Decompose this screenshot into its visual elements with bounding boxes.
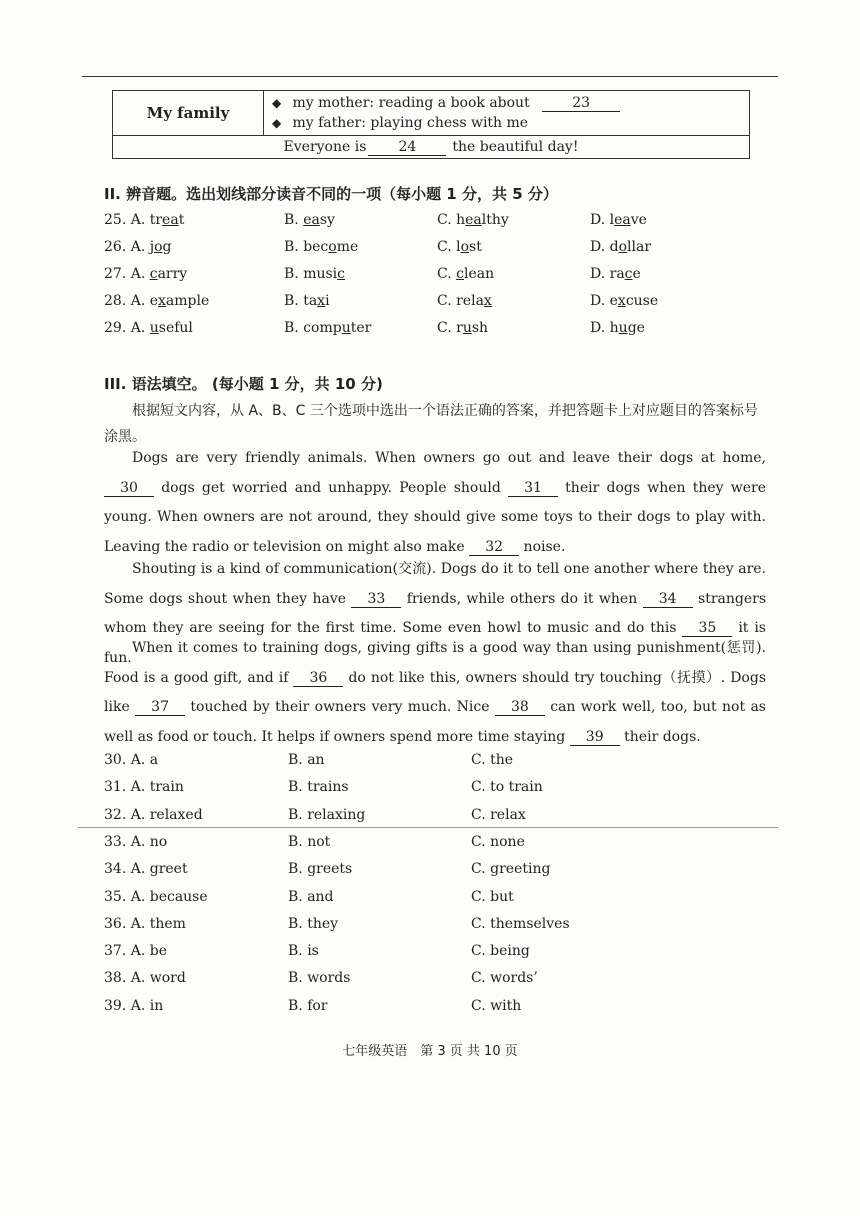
- passage-paragraph-1: [104, 444, 766, 562]
- phonetics-option[interactable]: D. huge: [590, 320, 645, 336]
- grammar-question-34: [104, 861, 764, 883]
- table-label: My family: [113, 91, 264, 136]
- underlined-letters: o: [618, 239, 628, 255]
- answer-blank-31[interactable]: 31: [508, 481, 558, 497]
- item-text: my mother: reading a book about: [292, 95, 530, 111]
- grammar-option-a[interactable]: 35. A. because: [104, 888, 208, 905]
- grammar-question-30: [104, 752, 764, 774]
- grammar-option-a[interactable]: 36. A. them: [104, 915, 186, 932]
- grammar-question-33: [104, 834, 764, 856]
- section-ii-title: II. 辨音题。选出划线部分读音不同的一项（每小题 1 分，共 5 分）: [104, 185, 558, 203]
- underlined-letters: ea: [614, 212, 631, 228]
- underlined-letters: ea: [465, 212, 482, 228]
- passage-text: Shouting is a kind of communication(交流). Dogs do it to tell one another where they are. Some dogs shout when they have: [104, 561, 766, 607]
- answer-blank-38[interactable]: 38: [495, 700, 545, 716]
- phonetics-option[interactable]: B. easy: [284, 212, 335, 228]
- phonetics-question-26: [104, 239, 764, 261]
- passage-text: it is fun.: [104, 620, 766, 666]
- phonetics-option[interactable]: C. clean: [437, 266, 495, 282]
- grammar-question-36: [104, 916, 764, 938]
- phonetics-option[interactable]: 25. A. treat: [104, 212, 185, 228]
- answer-blank-24[interactable]: 24: [368, 140, 446, 156]
- grammar-option-a[interactable]: 33. A. no: [104, 833, 168, 850]
- underlined-letters: u: [618, 320, 628, 336]
- grammar-question-37: [104, 943, 764, 965]
- grammar-option-c[interactable]: C. being: [471, 943, 530, 960]
- passage-text: their dogs.: [619, 728, 701, 745]
- underlined-letters: c: [149, 266, 158, 282]
- page-footer: 七年级英语 第 3 页 共 10 页: [342, 1044, 518, 1059]
- phonetics-option[interactable]: B. become: [284, 239, 359, 255]
- phonetics-option[interactable]: D. dollar: [590, 239, 652, 255]
- grammar-option-b[interactable]: B. words: [288, 970, 351, 987]
- phonetics-question-29: [104, 320, 764, 342]
- underlined-letters: u: [462, 320, 472, 336]
- grammar-option-a[interactable]: 37. A. be: [104, 943, 167, 960]
- item-text: my father: playing chess with me: [292, 115, 529, 131]
- grammar-option-b[interactable]: B. and: [288, 888, 334, 905]
- underlined-letters: ea: [162, 212, 179, 228]
- underlined-letters: x: [483, 293, 492, 309]
- underlined-letters: u: [341, 320, 351, 336]
- grammar-question-32: [104, 807, 764, 829]
- grammar-option-a[interactable]: 39. A. in: [104, 997, 164, 1014]
- underlined-letters: c: [337, 266, 345, 282]
- grammar-question-38: [104, 970, 764, 992]
- underlined-letters: x: [158, 293, 166, 309]
- grammar-option-b[interactable]: B. trains: [288, 779, 349, 796]
- answer-blank-33[interactable]: 33: [351, 592, 401, 608]
- answer-blank-30[interactable]: 30: [104, 481, 154, 497]
- grammar-option-c[interactable]: C. the: [471, 752, 514, 768]
- passage-paragraph-3: [104, 634, 766, 752]
- grammar-option-c[interactable]: C. none: [471, 833, 525, 850]
- grammar-option-a[interactable]: 34. A. greet: [104, 861, 188, 878]
- passage-text: their dogs when they were young. When owners are not around, they should give some toys to their dogs to play with. Leaving the radio or television on might also make: [104, 479, 766, 555]
- section-iii-instruction: 根据短文内容，从 A、B、C 三个选项中选出一个语法正确的答案，并把答题卡上对应题目的答案标号涂黑。: [104, 403, 758, 445]
- phonetics-option[interactable]: D. leave: [590, 212, 647, 228]
- diamond-bullet-icon: ◆: [272, 96, 282, 110]
- underlined-letters: x: [317, 293, 326, 309]
- answer-blank-32[interactable]: 32: [469, 540, 519, 556]
- grammar-option-c[interactable]: C. themselves: [471, 915, 570, 932]
- grammar-option-a[interactable]: 30. A. a: [104, 752, 159, 768]
- answer-blank-39[interactable]: 39: [570, 730, 620, 746]
- grammar-option-c[interactable]: C. with: [471, 997, 522, 1014]
- underlined-letters: o: [460, 239, 470, 255]
- underlined-letters: o: [154, 239, 163, 255]
- grammar-question-39: [104, 998, 764, 1020]
- phonetics-option[interactable]: C. healthy: [437, 212, 509, 228]
- passage-text: touched by their owners very much. Nice: [185, 699, 495, 715]
- grammar-option-a[interactable]: 32. A. relaxed: [104, 806, 203, 823]
- phonetics-option[interactable]: C. lost: [437, 239, 482, 255]
- phonetics-option[interactable]: 29. A. useful: [104, 320, 193, 336]
- grammar-option-b[interactable]: B. greets: [288, 861, 353, 878]
- phonetics-option[interactable]: 27. A. carry: [104, 266, 188, 282]
- underlined-letters: ea: [303, 212, 320, 228]
- underlined-letters: o: [328, 239, 337, 255]
- grammar-option-a[interactable]: 38. A. word: [104, 970, 186, 987]
- passage-text: Dogs are very friendly animals. When owners go out and leave their dogs at home,: [132, 450, 766, 466]
- underlined-letters: c: [456, 266, 464, 282]
- fold-rule: [78, 827, 778, 828]
- phonetics-question-27: [104, 266, 764, 288]
- underlined-letters: u: [149, 320, 159, 336]
- answer-blank-36[interactable]: 36: [293, 671, 343, 687]
- phonetics-option[interactable]: 26. A. jog: [104, 239, 172, 255]
- grammar-option-c[interactable]: C. words’: [471, 970, 538, 987]
- grammar-option-c[interactable]: C. but: [471, 888, 514, 905]
- table-summary: Everyone is 24 the beautiful day!: [113, 136, 750, 159]
- passage-text: do not like this, owners should try touching（抚摸）. Dogs like: [104, 669, 767, 715]
- table-item-mother: [272, 93, 749, 113]
- grammar-option-b[interactable]: B. for: [288, 997, 328, 1014]
- passage-text: friends, while others do it when: [401, 590, 643, 607]
- phonetics-option[interactable]: B. computer: [284, 320, 372, 336]
- grammar-option-b[interactable]: B. not: [288, 833, 331, 850]
- passage-text: dogs get worried and unhappy. People should: [154, 479, 508, 496]
- grammar-option-b[interactable]: B. an: [288, 752, 325, 768]
- phonetics-option[interactable]: 28. A. example: [104, 293, 210, 309]
- table-item-father: [272, 113, 749, 133]
- phonetics-option[interactable]: C. rush: [437, 320, 489, 336]
- phonetics-option[interactable]: C. relax: [437, 293, 492, 309]
- grammar-question-35: [104, 889, 764, 911]
- underlined-letters: c: [624, 266, 633, 282]
- passage-text: can work well, too, but not as well as food or touch. It helps if owners spend more time staying: [104, 699, 766, 745]
- phonetics-option[interactable]: D. excuse: [590, 293, 659, 309]
- grammar-question-31: [104, 779, 764, 801]
- grammar-option-b[interactable]: B. relaxing: [288, 806, 366, 823]
- phonetics-option[interactable]: B. music: [284, 266, 345, 282]
- grammar-option-c[interactable]: C. greeting: [471, 861, 551, 878]
- phonetics-option[interactable]: B. taxi: [284, 293, 330, 309]
- section-iii-title: III. 语法填空。 (每小题 1 分，共 10 分): [104, 375, 383, 393]
- answer-blank-35[interactable]: 35: [682, 621, 732, 637]
- grammar-option-a[interactable]: 31. A. train: [104, 779, 184, 796]
- passage-text: When it comes to training dogs, giving gifts is a good way than using punishment(惩罚). Food is a good gift, and if: [104, 640, 766, 686]
- phonetics-question-28: [104, 293, 764, 315]
- grammar-option-c[interactable]: C. to train: [471, 779, 543, 796]
- underlined-letters: x: [617, 293, 626, 309]
- phonetics-option[interactable]: D. race: [590, 266, 641, 282]
- phonetics-question-25: [104, 212, 764, 234]
- grammar-option-b[interactable]: B. they: [288, 915, 339, 932]
- grammar-option-b[interactable]: B. is: [288, 943, 319, 960]
- grammar-option-c[interactable]: C. relax: [471, 806, 526, 823]
- diamond-bullet-icon: ◆: [272, 116, 282, 130]
- answer-blank-34[interactable]: 34: [643, 592, 693, 608]
- answer-blank-37[interactable]: 37: [135, 700, 185, 716]
- passage-text: strangers whom they are seeing for the first time. Some even howl to music and do this: [104, 590, 766, 636]
- top-rule: [82, 76, 778, 77]
- family-table: [112, 90, 750, 159]
- answer-blank-23[interactable]: 23: [542, 96, 620, 112]
- passage-text: noise.: [519, 538, 566, 555]
